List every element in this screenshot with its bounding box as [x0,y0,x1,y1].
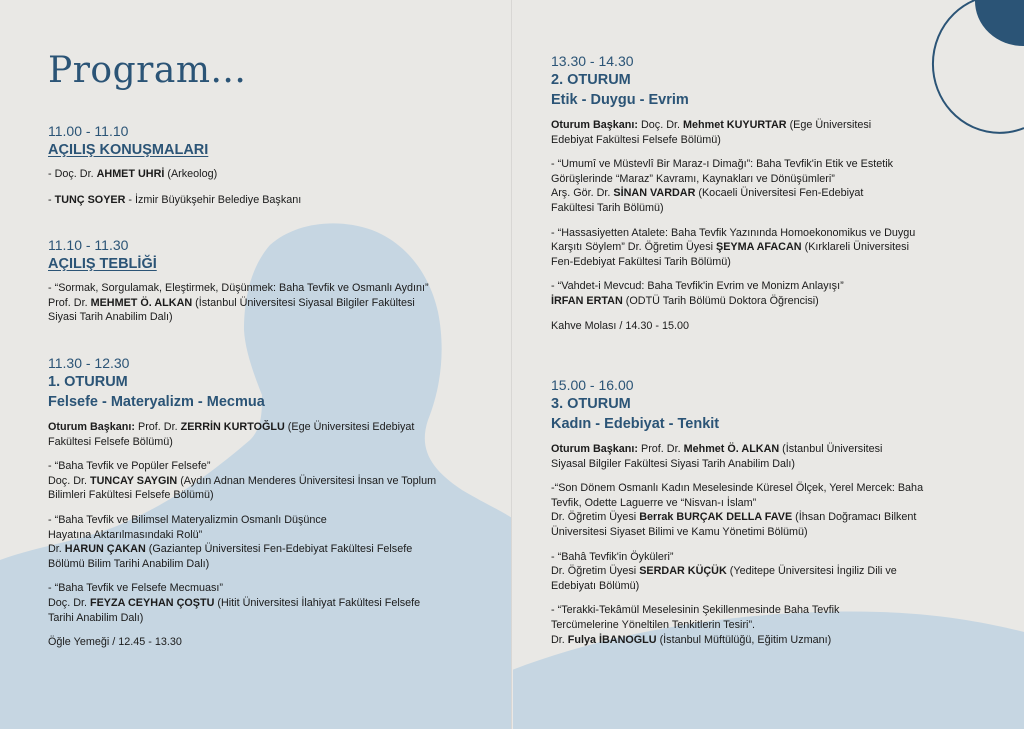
speaker-line: - Doç. Dr. AHMET UHRİ (Arkeolog) [48,168,218,180]
speaker-affiliation: Fen-Edebiyat Fakültesi Tarih Bölümü) [551,255,731,268]
speaker-line: Prof. Dr. MEHMET Ö. ALKAN (İstanbul Üniversitesi Siyasal Bilgiler Fakültesi [48,296,415,309]
speaker-line: Dr. Öğretim Üyesi Berrak BURÇAK DELLA FAVE (İhsan Doğramacı Bilkent [551,511,917,524]
talk-title: - “Bahâ Tevfik'in Öyküleri” [551,550,674,563]
speaker-affiliation: Fakültesi Tarih Bölümü) [551,201,664,214]
circle-filled [975,0,1024,46]
session-title: AÇILIŞ TEBLİĞİ [48,256,157,272]
session-time: 15.00 - 16.00 [551,377,634,393]
chair-line: Oturum Başkanı: Doç. Dr. Mehmet KUYURTAR (Ege Üniversitesi [551,119,872,131]
speaker-affiliation: Edebiyatı Bölümü) [551,579,640,592]
talk-title-cont: Tevfik, Odette Laguerre ve “Nisvan-ı İslam” [551,496,757,509]
session-title: 3. OTURUM [551,396,631,412]
page-fold [511,0,513,729]
speaker-line: Arş. Gör. Dr. SİNAN VARDAR (Kocaeli Üniversitesi Fen-Edebiyat [551,187,864,200]
speaker-line: Doç. Dr. TUNCAY SAYGIN (Aydın Adnan Menderes Üniversitesi İnsan ve Toplum [48,474,437,487]
speaker-affiliation: Bölümü Bilim Tarihi Anabilim Dalı) [48,557,210,570]
break-note: Öğle Yemeği / 12.45 - 13.30 [48,636,182,649]
talk-title: - “Terakki-Tekâmül Meselesinin Şekillenmesinde Baha Tevfik [551,604,840,617]
speaker-line: Karşıtı Söylem” Dr. Öğretim Üyesi ŞEYMA AFACAN (Kırklareli Üniversitesi [551,241,909,254]
talk-title: - “Umumî ve Müstevlî Bir Maraz-ı Dimağı”: Baha Tevfik'in Etik ve Estetik [551,158,894,171]
session-time: 11.10 - 11.30 [48,237,129,253]
speaker-affiliation: Siyasi Tarih Anabilim Dalı) [48,311,173,324]
speaker-line: Dr. Fulya İBANOGLU (İstanbul Müftülüğü, Eğitim Uzmanı) [551,633,832,646]
talk-title: - “Hassasiyetten Atalete: Baha Tevfik Yazınında Homoekonomikus ve Duygu [551,226,916,239]
talk-title-cont: Tercümelerine Yöneltilen Tenkitlerin Tesiri”. [551,618,756,631]
speaker-affiliation: Bilimleri Fakültesi Felsefe Bölümü) [48,489,214,502]
session-2 [551,52,915,333]
talk-title: - “Sormak, Sorgulamak, Eleştirmek, Düşünmek: Baha Tevfik ve Osmanlı Aydını” [48,282,429,294]
page-title: Program... [48,50,247,91]
talk-title: - “Vahdet-i Mevcud: Baha Tevfik'in Evrim ve Monizm Anlayışı” [551,280,844,293]
session-subtitle: Felsefe - Materyalizm - Mecmua [48,394,265,410]
talk-title: -“Son Dönem Osmanlı Kadın Meselesinde Küresel Ölçek, Yerel Mercek: Baha [551,482,924,495]
session-time: 13.30 - 14.30 [551,53,634,69]
session-title: 2. OTURUM [551,72,631,88]
chair-line: Oturum Başkanı: Prof. Dr. Mehmet Ö. ALKAN (İstanbul Üniversitesi [551,443,883,455]
session-1 [48,354,436,650]
talk-title: - “Baha Tevfik ve Felsefe Mecmuası” [48,582,224,595]
speaker-line: - TUNÇ SOYER - İzmir Büyükşehir Belediye Başkanı [48,193,302,206]
talk-title-cont: Görüşlerinde “Maraz” Kavramı, Kaynakları ve Dönüşümleri” [551,172,835,185]
break-note: Kahve Molası / 14.30 - 15.00 [551,319,690,332]
chair-affiliation: Edebiyat Fakültesi Felsefe Bölümü) [551,133,721,146]
session-title: 1. OTURUM [48,374,128,390]
speaker-line: İRFAN ERTAN (ODTÜ Tarih Bölümü Doktora Öğrencisi) [551,294,819,307]
speaker-line: Dr. HARUN ÇAKAN (Gaziantep Üniversitesi Fen-Edebiyat Fakültesi Felsefe [48,543,413,556]
session-time: 11.30 - 12.30 [48,355,130,371]
speaker-line: Dr. Öğretim Üyesi SERDAR KÜÇÜK (Yeditepe Üniversitesi İngiliz Dili ve [551,565,897,578]
speaker-affiliation: Üniversitesi Siyaset Bilimi ve Kamu Yönetimi Bölümü) [551,525,808,538]
chair-affiliation: Siyasal Bilgiler Fakültesi Siyasi Tarih Anabilim Dalı) [551,457,796,470]
talk-title-cont: Hayatına Aktarılmasındaki Rolü” [48,528,203,541]
talk-title: - “Baha Tevfik ve Bilimsel Materyalizmin Osmanlı Düşünce [48,513,327,526]
session-time: 11.00 - 11.10 [48,123,129,139]
session-subtitle: Etik - Duygu - Evrim [551,92,689,108]
speaker-line: Doç. Dr. FEYZA CEYHAN ÇOŞTU (Hitit Üniversitesi İlahiyat Fakültesi Felsefe [48,596,421,609]
session-opening [48,122,301,207]
session-title: AÇILIŞ KONUŞMALARI [48,142,209,158]
session-keynote [48,236,429,325]
chair-line: Oturum Başkanı: Prof. Dr. ZERRİN KURTOĞLU (Ege Üniversitesi Edebiyat [48,421,415,433]
session-subtitle: Kadın - Edebiyat - Tenkit [551,416,720,432]
speaker-affiliation: Tarihi Anabilim Dalı) [48,611,144,624]
chair-affiliation: Fakültesi Felsefe Bölümü) [48,435,173,448]
session-3 [551,376,923,647]
talk-title: - “Baha Tevfik ve Popüler Felsefe” [48,460,211,473]
